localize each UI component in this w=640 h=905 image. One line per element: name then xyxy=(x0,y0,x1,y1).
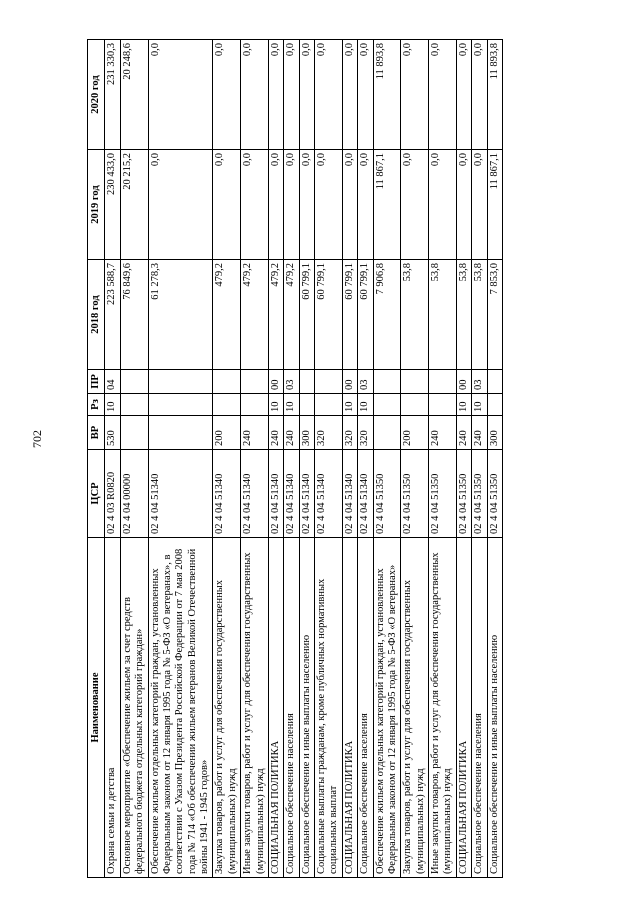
cell-name: Обеспечение жильем отдельных категорий граждан, установленных Федеральным законом от 12 января 1995 года № 5-ФЗ «О ветеранах» xyxy=(373,538,401,878)
cell-name: Закупка товаров, работ и услуг для обеспечения государственных (муниципальных) нужд xyxy=(213,538,241,878)
cell-csr: 02 4 04 00000 xyxy=(120,450,148,538)
cell-2018: 60 799,1 xyxy=(315,260,343,370)
cell-2020: 11 893,8 xyxy=(487,40,502,150)
cell-name: Обеспечение жильем отдельных категорий граждан, установленных Федеральным законом от 12 января 1995 года № 5-ФЗ «О ветеранах», в соответствии с Указом Президента Российской Федерации от 7 мая 2008 года № 714 «Об обеспечении жильем ветеранов Великой Отечественной войны 1941 - 1945 годов» xyxy=(148,538,213,878)
cell-csr: 02 4 03 R0820 xyxy=(105,450,120,538)
cell-pr xyxy=(401,370,429,394)
cell-2018: 53,8 xyxy=(472,260,487,370)
cell-rz xyxy=(213,394,241,416)
table-row xyxy=(213,40,241,878)
table-row xyxy=(120,40,148,878)
cell-2019: 0,0 xyxy=(401,150,429,260)
cell-2020: 0,0 xyxy=(342,40,357,150)
table-row xyxy=(299,40,314,878)
cell-2019: 0,0 xyxy=(315,150,343,260)
cell-pr: 03 xyxy=(358,370,373,394)
table-row xyxy=(401,40,429,878)
cell-2019: 0,0 xyxy=(148,150,213,260)
table-row xyxy=(358,40,373,878)
cell-rz xyxy=(487,394,502,416)
table-header xyxy=(88,40,105,878)
cell-vr: 240 xyxy=(284,416,299,450)
cell-2019: 11 867,1 xyxy=(373,150,401,260)
cell-2020: 0,0 xyxy=(358,40,373,150)
cell-csr: 02 4 04 51340 xyxy=(315,450,343,538)
cell-2018: 479,2 xyxy=(213,260,241,370)
cell-rz xyxy=(241,394,269,416)
cell-vr: 300 xyxy=(487,416,502,450)
cell-2020: 0,0 xyxy=(268,40,283,150)
cell-vr: 240 xyxy=(268,416,283,450)
header-pr: ПР xyxy=(88,370,105,394)
cell-csr: 02 4 04 51350 xyxy=(487,450,502,538)
cell-2020: 0,0 xyxy=(284,40,299,150)
cell-2019: 0,0 xyxy=(241,150,269,260)
cell-csr: 02 4 04 51350 xyxy=(373,450,401,538)
header-2018: 2018 год xyxy=(88,260,105,370)
table-row xyxy=(456,40,471,878)
header-vr: ВР xyxy=(88,416,105,450)
cell-vr: 240 xyxy=(456,416,471,450)
page-number: 702 xyxy=(30,430,44,448)
cell-rz xyxy=(373,394,401,416)
cell-2020: 0,0 xyxy=(456,40,471,150)
cell-rz: 10 xyxy=(358,394,373,416)
cell-2018: 479,2 xyxy=(268,260,283,370)
cell-name: СОЦИАЛЬНАЯ ПОЛИТИКА xyxy=(268,538,283,878)
cell-2018: 60 799,1 xyxy=(299,260,314,370)
cell-pr xyxy=(120,370,148,394)
cell-csr: 02 4 04 51340 xyxy=(284,450,299,538)
cell-vr: 320 xyxy=(342,416,357,450)
cell-2019: 20 215,2 xyxy=(120,150,148,260)
cell-csr: 02 4 04 51350 xyxy=(472,450,487,538)
cell-name: Иные закупки товаров, работ и услуг для обеспечения государственных (муниципальных) нужд xyxy=(429,538,457,878)
table-row xyxy=(373,40,401,878)
cell-name: Социальное обеспечение населения xyxy=(472,538,487,878)
cell-csr: 02 4 04 51340 xyxy=(299,450,314,538)
cell-2018: 479,2 xyxy=(241,260,269,370)
cell-rz xyxy=(148,394,213,416)
cell-rz: 10 xyxy=(105,394,120,416)
cell-rz xyxy=(401,394,429,416)
cell-csr: 02 4 04 51350 xyxy=(429,450,457,538)
cell-2020: 0,0 xyxy=(472,40,487,150)
cell-pr xyxy=(429,370,457,394)
cell-name: Иные закупки товаров, работ и услуг для обеспечения государственных (муниципальных) нужд xyxy=(241,538,269,878)
cell-csr: 02 4 04 51340 xyxy=(241,450,269,538)
cell-name: Охрана семьи и детства xyxy=(105,538,120,878)
cell-2020: 231 330,3 xyxy=(105,40,120,150)
cell-csr: 02 4 04 51340 xyxy=(342,450,357,538)
cell-rz xyxy=(315,394,343,416)
cell-2019: 0,0 xyxy=(268,150,283,260)
cell-pr: 00 xyxy=(342,370,357,394)
cell-csr: 02 4 04 51340 xyxy=(213,450,241,538)
cell-vr: 530 xyxy=(105,416,120,450)
cell-rz: 10 xyxy=(456,394,471,416)
cell-rz xyxy=(299,394,314,416)
cell-pr: 00 xyxy=(456,370,471,394)
cell-2020: 0,0 xyxy=(315,40,343,150)
cell-vr: 200 xyxy=(401,416,429,450)
cell-2019: 11 867,1 xyxy=(487,150,502,260)
cell-name: Социальное обеспечение и иные выплаты населению xyxy=(299,538,314,878)
cell-2019: 0,0 xyxy=(358,150,373,260)
cell-2018: 61 278,3 xyxy=(148,260,213,370)
cell-csr: 02 4 04 51350 xyxy=(456,450,471,538)
cell-name: Социальное обеспечение и иные выплаты населению xyxy=(487,538,502,878)
cell-2018: 53,8 xyxy=(401,260,429,370)
cell-name: Основное мероприятие «Обеспечение жильем за счет средств федерального бюджета отдельных категорий граждан» xyxy=(120,538,148,878)
cell-pr: 03 xyxy=(472,370,487,394)
cell-name: СОЦИАЛЬНАЯ ПОЛИТИКА xyxy=(342,538,357,878)
cell-vr: 200 xyxy=(213,416,241,450)
cell-csr: 02 4 04 51340 xyxy=(268,450,283,538)
table-row xyxy=(105,40,120,878)
budget-table-container xyxy=(87,40,503,878)
cell-2018: 60 799,1 xyxy=(358,260,373,370)
cell-name: Социальные выплаты гражданам, кроме публичных нормативных социальных выплат xyxy=(315,538,343,878)
header-row xyxy=(88,40,105,878)
cell-2018: 479,2 xyxy=(284,260,299,370)
cell-pr xyxy=(213,370,241,394)
table-row xyxy=(472,40,487,878)
cell-2019: 230 433,0 xyxy=(105,150,120,260)
cell-2019: 0,0 xyxy=(342,150,357,260)
cell-2020: 20 248,6 xyxy=(120,40,148,150)
header-rz: Рз xyxy=(88,394,105,416)
cell-rz: 10 xyxy=(284,394,299,416)
cell-vr: 240 xyxy=(429,416,457,450)
cell-pr xyxy=(241,370,269,394)
cell-rz: 10 xyxy=(268,394,283,416)
cell-vr xyxy=(373,416,401,450)
cell-vr: 240 xyxy=(472,416,487,450)
table-body xyxy=(105,40,503,878)
cell-name: Социальное обеспечение населения xyxy=(358,538,373,878)
cell-pr xyxy=(487,370,502,394)
cell-pr: 00 xyxy=(268,370,283,394)
cell-2020: 0,0 xyxy=(401,40,429,150)
table-row xyxy=(268,40,283,878)
cell-2019: 0,0 xyxy=(299,150,314,260)
cell-name: Социальное обеспечение населения xyxy=(284,538,299,878)
cell-csr: 02 4 04 51340 xyxy=(358,450,373,538)
table-row xyxy=(315,40,343,878)
cell-rz: 10 xyxy=(342,394,357,416)
cell-2019: 0,0 xyxy=(429,150,457,260)
header-2020: 2020 год xyxy=(88,40,105,150)
cell-2020: 0,0 xyxy=(241,40,269,150)
cell-2020: 0,0 xyxy=(429,40,457,150)
cell-2018: 7 906,8 xyxy=(373,260,401,370)
cell-rz xyxy=(120,394,148,416)
cell-csr: 02 4 04 51350 xyxy=(401,450,429,538)
cell-2018: 223 588,7 xyxy=(105,260,120,370)
cell-name: Закупка товаров, работ и услуг для обеспечения государственных (муниципальных) нужд xyxy=(401,538,429,878)
budget-table xyxy=(87,39,503,878)
cell-2019: 0,0 xyxy=(456,150,471,260)
table-row xyxy=(148,40,213,878)
cell-2020: 0,0 xyxy=(213,40,241,150)
cell-pr: 04 xyxy=(105,370,120,394)
cell-2018: 53,8 xyxy=(429,260,457,370)
cell-vr: 240 xyxy=(241,416,269,450)
header-2019: 2019 год xyxy=(88,150,105,260)
cell-pr: 03 xyxy=(284,370,299,394)
cell-2018: 53,8 xyxy=(456,260,471,370)
header-csr: ЦСР xyxy=(88,450,105,538)
table-row xyxy=(487,40,502,878)
cell-2018: 7 853,0 xyxy=(487,260,502,370)
table-row xyxy=(342,40,357,878)
cell-rz xyxy=(429,394,457,416)
cell-2019: 0,0 xyxy=(213,150,241,260)
cell-2019: 0,0 xyxy=(472,150,487,260)
cell-vr xyxy=(120,416,148,450)
cell-2018: 60 799,1 xyxy=(342,260,357,370)
cell-rz: 10 xyxy=(472,394,487,416)
cell-name: СОЦИАЛЬНАЯ ПОЛИТИКА xyxy=(456,538,471,878)
table-row xyxy=(429,40,457,878)
table-row xyxy=(241,40,269,878)
cell-vr: 320 xyxy=(315,416,343,450)
cell-csr: 02 4 04 51340 xyxy=(148,450,213,538)
cell-pr xyxy=(299,370,314,394)
cell-vr: 320 xyxy=(358,416,373,450)
cell-2018: 76 849,6 xyxy=(120,260,148,370)
header-name: Наименование xyxy=(88,538,105,878)
cell-pr xyxy=(148,370,213,394)
table-row xyxy=(284,40,299,878)
cell-2019: 0,0 xyxy=(284,150,299,260)
cell-2020: 0,0 xyxy=(299,40,314,150)
cell-pr xyxy=(373,370,401,394)
cell-vr xyxy=(148,416,213,450)
cell-pr xyxy=(315,370,343,394)
cell-vr: 300 xyxy=(299,416,314,450)
cell-2020: 0,0 xyxy=(148,40,213,150)
cell-2020: 11 893,8 xyxy=(373,40,401,150)
